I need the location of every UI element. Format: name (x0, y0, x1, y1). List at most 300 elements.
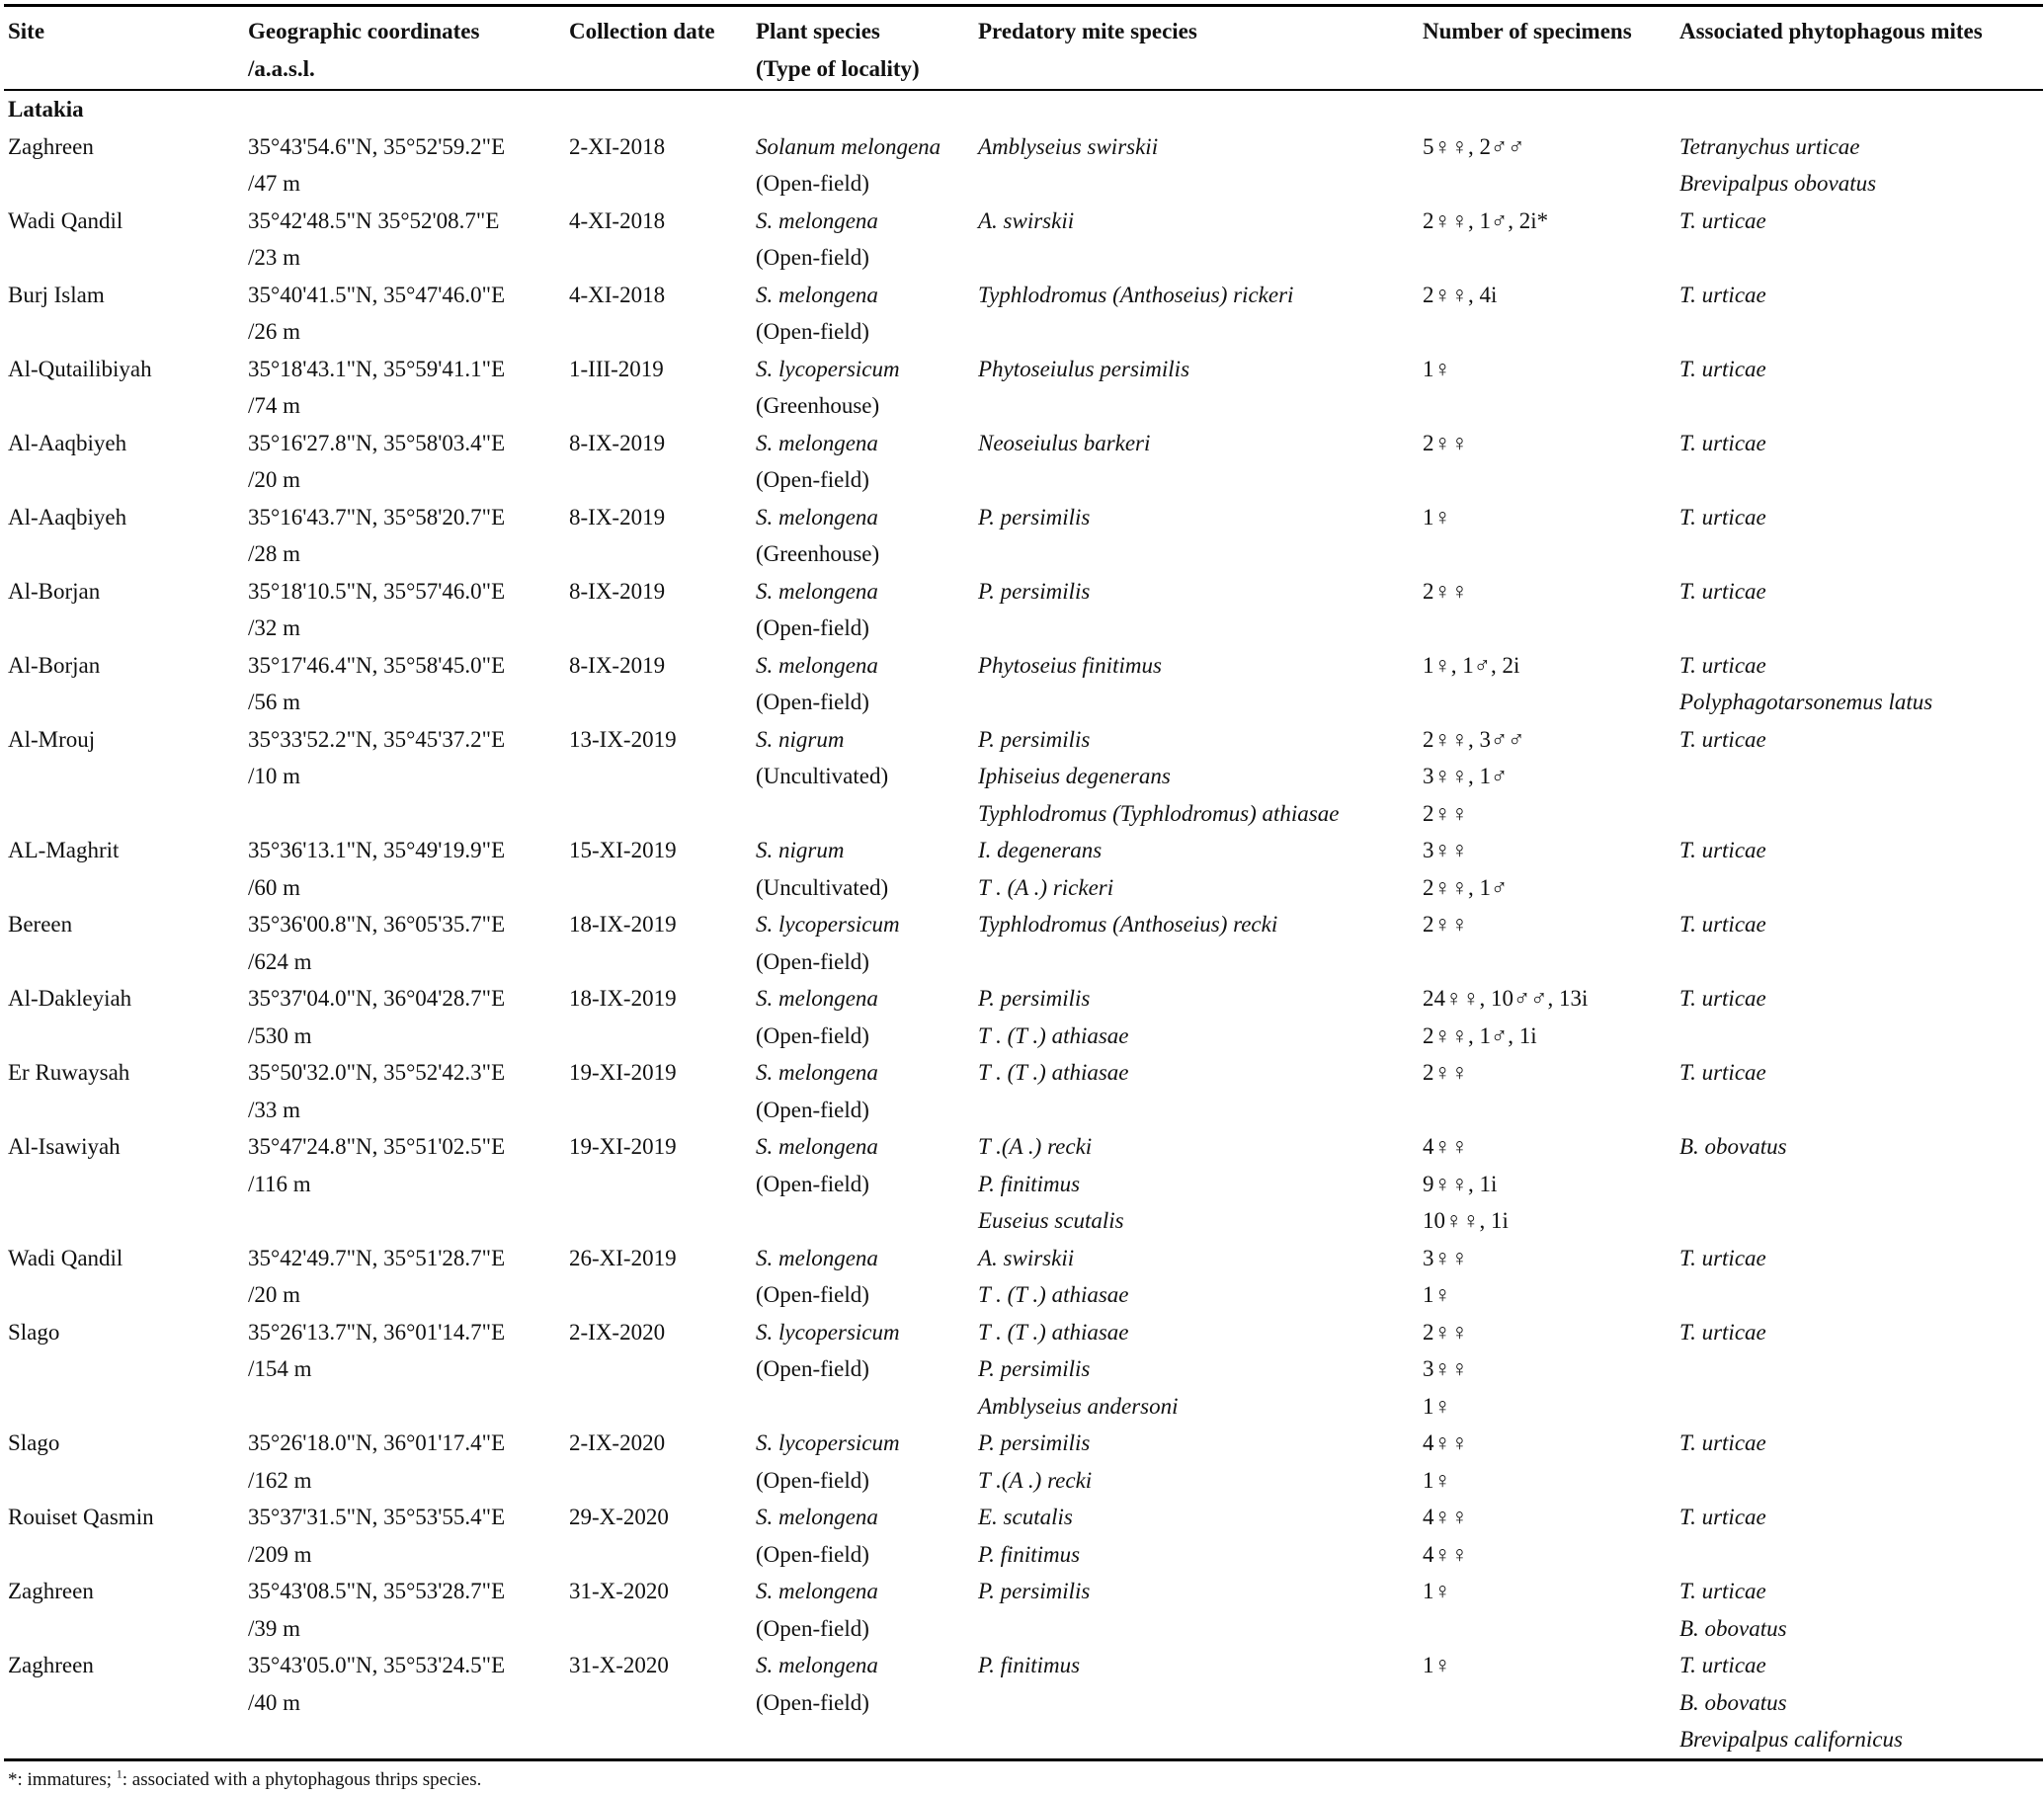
cell-coordinates-line: 35°40'41.5"N, 35°47'46.0"E (248, 282, 506, 307)
cell-site-line: Al-Isawiyah (8, 1134, 121, 1159)
cell-number-line: 24♀♀, 10♂♂, 13i (1423, 986, 1589, 1011)
cell-phytophagous (1676, 351, 2043, 425)
cell-number-line: 2♀♀ (1423, 800, 1468, 826)
cell-coordinates-line: /39 m (248, 1615, 301, 1641)
cell-site-line: Burj Islam (8, 282, 105, 307)
cell-site (4, 351, 244, 425)
cell-plant (752, 203, 974, 277)
cell-coordinates-line: /28 m (248, 541, 301, 566)
cell-number (1419, 351, 1676, 425)
cell-plant (752, 351, 974, 425)
cell-predator-line: A. swirskii (978, 207, 1075, 233)
cell-number-line: 9♀♀, 1i (1423, 1171, 1498, 1196)
cell-phytophagous (1676, 499, 2043, 573)
table-row (4, 980, 2043, 1054)
cell-number-line: 4♀♀ (1423, 1505, 1468, 1529)
cell-site (4, 425, 244, 499)
region-row (4, 90, 2043, 128)
cell-site (4, 499, 244, 573)
cell-predator-line: Euseius scutalis (978, 1208, 1124, 1233)
cell-predator-line: P. finitimus (978, 1171, 1081, 1196)
cell-coordinates-line: 35°43'05.0"N, 35°53'24.5"E (248, 1653, 506, 1677)
cell-plant-line: (Greenhouse) (756, 541, 880, 566)
cell-coordinates-line: 35°16'27.8"N, 35°58'03.4"E (248, 430, 506, 455)
cell-number (1419, 499, 1676, 573)
cell-site (4, 203, 244, 277)
cell-predator (974, 128, 1419, 203)
cell-number-line: 2♀♀, 1♂ (1423, 874, 1509, 900)
cell-predator-line: P. persimilis (978, 578, 1091, 604)
cell-predator-line: P. finitimus (978, 1541, 1081, 1567)
cell-date-line: 18-IX-2019 (569, 912, 677, 937)
cell-plant (752, 425, 974, 499)
cell-date-line: 8-IX-2019 (569, 430, 666, 455)
cell-site (4, 1314, 244, 1426)
specimen-table (4, 4, 2043, 1761)
cell-coordinates (244, 425, 565, 499)
cell-site-line: Zaghreen (8, 133, 94, 159)
header-phytophagous: Associated phytophagous mites (1679, 19, 1983, 43)
cell-date (565, 1647, 752, 1759)
cell-coordinates-line: 35°18'10.5"N, 35°57'46.0"E (248, 578, 506, 604)
cell-site-line: Rouiset Qasmin (8, 1505, 154, 1529)
table-row (4, 1647, 2043, 1759)
table-row (4, 277, 2043, 351)
cell-number-line: 4♀♀ (1423, 1541, 1468, 1567)
cell-phytophagous (1676, 1314, 2043, 1426)
cell-coordinates-line: 35°42'48.5"N 35°52'08.7"E (248, 207, 500, 233)
cell-site (4, 1054, 244, 1128)
cell-date (565, 425, 752, 499)
cell-phytophagous (1676, 203, 2043, 277)
cell-plant-line: S. lycopersicum (756, 356, 900, 381)
cell-number-line: 1♀ (1423, 1653, 1451, 1677)
cell-phytophagous-line: T. urticae (1679, 986, 1766, 1011)
table-row (4, 1425, 2043, 1499)
cell-number-line: 2♀♀, 4i (1423, 282, 1498, 307)
cell-plant (752, 906, 974, 980)
cell-plant-line: S. lycopersicum (756, 912, 900, 937)
cell-coordinates (244, 721, 565, 833)
cell-date (565, 203, 752, 277)
cell-plant-line: (Uncultivated) (756, 874, 889, 900)
cell-predator-line: E. scutalis (978, 1505, 1073, 1529)
cell-number (1419, 906, 1676, 980)
table-row (4, 1054, 2043, 1128)
header-site: Site (8, 19, 45, 43)
cell-date-line: 8-IX-2019 (569, 652, 666, 678)
cell-date-line: 29-X-2020 (569, 1505, 669, 1529)
cell-site (4, 1425, 244, 1499)
cell-date-line: 8-IX-2019 (569, 504, 666, 530)
cell-plant (752, 1128, 974, 1240)
cell-coordinates (244, 573, 565, 647)
cell-date-line: 18-IX-2019 (569, 986, 677, 1011)
cell-date-line: 2-IX-2020 (569, 1319, 666, 1345)
cell-date-line: 2-XI-2018 (569, 133, 666, 159)
cell-number (1419, 1128, 1676, 1240)
cell-predator (974, 980, 1419, 1054)
cell-plant-line: (Open-field) (756, 1541, 869, 1567)
cell-plant (752, 721, 974, 833)
table-row (4, 1573, 2043, 1647)
cell-predator-line: P. persimilis (978, 1430, 1091, 1455)
cell-coordinates-line: /74 m (248, 393, 301, 418)
cell-phytophagous-line: T. urticae (1679, 838, 1766, 862)
cell-plant-line: S. nigrum (756, 726, 845, 752)
cell-predator (974, 647, 1419, 721)
cell-phytophagous (1676, 1647, 2043, 1759)
cell-coordinates-line: /20 m (248, 467, 301, 492)
cell-phytophagous-line: T. urticae (1679, 504, 1766, 530)
cell-phytophagous (1676, 1054, 2043, 1128)
cell-predator (974, 1054, 1419, 1128)
cell-predator-line: T .(A .) recki (978, 1134, 1093, 1159)
cell-phytophagous (1676, 906, 2043, 980)
cell-coordinates-line: /60 m (248, 874, 301, 900)
cell-site-line: Al-Borjan (8, 652, 101, 678)
cell-coordinates-line: 35°43'54.6"N, 35°52'59.2"E (248, 133, 506, 159)
cell-coordinates-line: /209 m (248, 1541, 312, 1567)
cell-phytophagous-line: T. urticae (1679, 1430, 1766, 1455)
cell-predator (974, 1647, 1419, 1759)
cell-coordinates-line: /47 m (248, 171, 301, 196)
table-row (4, 1499, 2043, 1573)
cell-coordinates-line: /624 m (248, 948, 312, 974)
table-row (4, 1128, 2043, 1240)
cell-coordinates (244, 1054, 565, 1128)
cell-plant (752, 1054, 974, 1128)
cell-predator (974, 1499, 1419, 1573)
cell-date-line: 31-X-2020 (569, 1653, 669, 1677)
cell-coordinates-line: 35°42'49.7"N, 35°51'28.7"E (248, 1245, 506, 1270)
cell-site (4, 832, 244, 906)
cell-coordinates (244, 351, 565, 425)
cell-predator-line: T . (A .) rickeri (978, 874, 1114, 900)
cell-plant (752, 573, 974, 647)
cell-site (4, 721, 244, 833)
table-row (4, 1314, 2043, 1426)
cell-date-line: 8-IX-2019 (569, 578, 666, 604)
cell-plant (752, 647, 974, 721)
cell-site (4, 1128, 244, 1240)
cell-date (565, 832, 752, 906)
cell-number-line: 1♀ (1423, 1282, 1451, 1307)
table-row (4, 721, 2043, 833)
cell-plant-line: (Open-field) (756, 1615, 869, 1641)
cell-date-line: 31-X-2020 (569, 1579, 669, 1603)
cell-plant-line: (Open-field) (756, 1171, 869, 1196)
cell-number-line: 5♀♀, 2♂♂ (1423, 133, 1525, 159)
cell-plant (752, 1647, 974, 1759)
cell-phytophagous-line: Brevipalpus californicus (1679, 1727, 1903, 1752)
cell-number (1419, 128, 1676, 203)
cell-phytophagous-line: B. obovatus (1679, 1689, 1787, 1715)
cell-coordinates (244, 1240, 565, 1314)
header-plant: Plant species (Type of locality) (756, 19, 920, 81)
cell-number (1419, 1499, 1676, 1573)
cell-site (4, 1573, 244, 1647)
cell-phytophagous-line: T. urticae (1679, 1579, 1766, 1603)
cell-site-line: Zaghreen (8, 1653, 94, 1677)
cell-site-line: Al-Aaqbiyeh (8, 504, 127, 530)
cell-coordinates (244, 906, 565, 980)
document (4, 4, 2043, 1795)
cell-date (565, 1240, 752, 1314)
header-number: Number of specimens (1423, 19, 1632, 43)
cell-date-line: 19-XI-2019 (569, 1060, 677, 1085)
cell-phytophagous (1676, 573, 2043, 647)
cell-number (1419, 1425, 1676, 1499)
cell-plant (752, 1499, 974, 1573)
cell-site-line: Zaghreen (8, 1579, 94, 1603)
cell-plant (752, 1425, 974, 1499)
cell-predator-line: P. persimilis (978, 1579, 1091, 1603)
cell-predator-line: P. persimilis (978, 726, 1091, 752)
cell-phytophagous (1676, 980, 2043, 1054)
cell-phytophagous-line: Polyphagotarsonemus latus (1679, 690, 1933, 714)
cell-predator (974, 1128, 1419, 1240)
cell-coordinates-line: 35°36'00.8"N, 36°05'35.7"E (248, 912, 506, 937)
cell-number (1419, 203, 1676, 277)
cell-phytophagous-line: T. urticae (1679, 1060, 1766, 1085)
cell-coordinates (244, 1573, 565, 1647)
cell-predator (974, 277, 1419, 351)
cell-plant-line: (Open-field) (756, 171, 869, 196)
cell-site-line: Er Ruwaysah (8, 1060, 130, 1085)
cell-date (565, 1499, 752, 1573)
cell-site-line: Wadi Qandil (8, 207, 123, 233)
cell-coordinates (244, 832, 565, 906)
cell-phytophagous (1676, 1240, 2043, 1314)
cell-plant-line: Solanum melongena (756, 133, 941, 159)
cell-predator-line: P. persimilis (978, 1356, 1091, 1381)
cell-coordinates (244, 1499, 565, 1573)
cell-date (565, 499, 752, 573)
cell-predator-line: Typhlodromus (Typhlodromus) athiasae (978, 800, 1340, 826)
cell-plant-line: (Open-field) (756, 467, 869, 492)
cell-phytophagous-line: T. urticae (1679, 652, 1766, 678)
footnote: *: immatures; $^1$: associated with a phytophagous thrips species. (8, 1766, 482, 1790)
cell-coordinates (244, 647, 565, 721)
cell-number (1419, 980, 1676, 1054)
cell-date (565, 1314, 752, 1426)
cell-predator (974, 203, 1419, 277)
header-date: Collection date (569, 19, 715, 43)
cell-number-line: 2♀♀ (1423, 1060, 1468, 1085)
cell-plant (752, 1240, 974, 1314)
cell-coordinates (244, 1647, 565, 1759)
cell-date-line: 26-XI-2019 (569, 1245, 677, 1270)
cell-site-line: Al-Qutailibiyah (8, 356, 152, 381)
table-row (4, 906, 2043, 980)
table-row (4, 1240, 2043, 1314)
cell-plant-line: (Open-field) (756, 1282, 869, 1307)
cell-plant-line: S. melongena (756, 504, 878, 530)
table-row (4, 128, 2043, 203)
cell-phytophagous-line: T. urticae (1679, 1653, 1766, 1677)
table-row (4, 203, 2043, 277)
cell-phytophagous-line: T. urticae (1679, 282, 1766, 307)
cell-site (4, 128, 244, 203)
header-coordinates: Geographic coordinates /a.a.s.l. (248, 19, 480, 81)
cell-site-line: Al-Borjan (8, 578, 101, 604)
table-row (4, 499, 2043, 573)
cell-predator-line: T . (T .) athiasae (978, 1060, 1129, 1085)
cell-date (565, 980, 752, 1054)
table-body (4, 90, 2043, 1759)
cell-phytophagous (1676, 277, 2043, 351)
cell-predator-line: P. finitimus (978, 1653, 1081, 1677)
cell-phytophagous (1676, 1425, 2043, 1499)
cell-coordinates-line: 35°17'46.4"N, 35°58'45.0"E (248, 652, 506, 678)
cell-plant (752, 277, 974, 351)
cell-date (565, 573, 752, 647)
cell-plant-line: S. melongena (756, 1245, 878, 1270)
cell-number-line: 3♀♀ (1423, 838, 1468, 862)
cell-number (1419, 1647, 1676, 1759)
table-row (4, 351, 2043, 425)
cell-number-line: 3♀♀ (1423, 1245, 1468, 1270)
cell-phytophagous-line: T. urticae (1679, 726, 1766, 752)
cell-site-line: Al-Dakleyiah (8, 986, 132, 1011)
cell-number-line: 1♀ (1423, 1467, 1451, 1493)
cell-plant-line: S. melongena (756, 578, 878, 604)
cell-date (565, 1425, 752, 1499)
cell-coordinates-line: /162 m (248, 1467, 312, 1493)
cell-coordinates-line: 35°33'52.2"N, 35°45'37.2"E (248, 726, 506, 752)
cell-number-line: 1♀ (1423, 1393, 1451, 1419)
cell-coordinates-line: /23 m (248, 245, 301, 270)
cell-predator (974, 1573, 1419, 1647)
cell-site (4, 1499, 244, 1573)
cell-phytophagous-line: T. urticae (1679, 1245, 1766, 1270)
cell-coordinates-line: /40 m (248, 1689, 301, 1715)
cell-site-line: Slago (8, 1430, 60, 1455)
cell-predator (974, 499, 1419, 573)
cell-plant-line: (Open-field) (756, 1689, 869, 1715)
cell-site (4, 980, 244, 1054)
cell-plant-line: (Open-field) (756, 1097, 869, 1122)
cell-date (565, 128, 752, 203)
cell-site-line: Wadi Qandil (8, 1245, 123, 1270)
cell-predator-line: Typhlodromus (Anthoseius) rickeri (978, 282, 1294, 307)
cell-phytophagous-line: T. urticae (1679, 356, 1766, 381)
cell-number-line: 2♀♀ (1423, 578, 1468, 604)
cell-site-line: Bereen (8, 912, 73, 937)
cell-predator-line: T . (T .) athiasae (978, 1282, 1129, 1307)
cell-coordinates-line: /33 m (248, 1097, 301, 1122)
cell-predator (974, 425, 1419, 499)
cell-number (1419, 832, 1676, 906)
cell-predator-line: I. degenerans (978, 838, 1103, 862)
table-row (4, 647, 2043, 721)
cell-date-line: 4-XI-2018 (569, 207, 666, 233)
cell-coordinates-line: /26 m (248, 319, 301, 344)
cell-number (1419, 647, 1676, 721)
cell-date (565, 721, 752, 833)
cell-number-line: 3♀♀ (1423, 1356, 1468, 1381)
cell-plant-line: (Uncultivated) (756, 764, 889, 788)
cell-phytophagous-line: T. urticae (1679, 207, 1766, 233)
cell-phytophagous-line: T. urticae (1679, 430, 1766, 455)
cell-plant-line: S. lycopersicum (756, 1430, 900, 1455)
table-row (4, 425, 2043, 499)
cell-coordinates-line: 35°43'08.5"N, 35°53'28.7"E (248, 1579, 506, 1603)
cell-site-line: AL-Maghrit (8, 838, 120, 862)
cell-coordinates (244, 1128, 565, 1240)
cell-predator (974, 1240, 1419, 1314)
cell-date (565, 1573, 752, 1647)
table-row (4, 573, 2043, 647)
cell-plant-line: (Open-field) (756, 948, 869, 974)
cell-number-line: 1♀ (1423, 356, 1451, 381)
cell-predator-line: Amblyseius andersoni (978, 1393, 1179, 1419)
cell-plant-line: S. melongena (756, 1134, 878, 1159)
cell-coordinates-line: /56 m (248, 690, 301, 714)
cell-plant (752, 1573, 974, 1647)
table-row (4, 832, 2043, 906)
cell-predator-line: T .(A .) recki (978, 1467, 1093, 1493)
cell-number-line: 4♀♀ (1423, 1430, 1468, 1455)
cell-date-line: 13-IX-2019 (569, 726, 677, 752)
cell-number-line: 1♀ (1423, 504, 1451, 530)
cell-predator-line: Neoseiulus barkeri (978, 430, 1151, 455)
cell-site-line: Al-Aaqbiyeh (8, 430, 127, 455)
cell-phytophagous-line: B. obovatus (1679, 1615, 1787, 1641)
cell-predator-line: Amblyseius swirskii (978, 133, 1159, 159)
cell-predator-line: Typhlodromus (Anthoseius) recki (978, 912, 1278, 937)
cell-coordinates-line: /116 m (248, 1171, 311, 1196)
cell-predator-line: Iphiseius degenerans (978, 764, 1171, 788)
cell-number-line: 2♀♀ (1423, 912, 1468, 937)
cell-predator (974, 351, 1419, 425)
cell-plant-line: S. lycopersicum (756, 1319, 900, 1345)
cell-number (1419, 277, 1676, 351)
cell-phytophagous (1676, 1499, 2043, 1573)
cell-coordinates (244, 1314, 565, 1426)
cell-number (1419, 425, 1676, 499)
cell-site (4, 1240, 244, 1314)
cell-number-line: 10♀♀, 1i (1423, 1208, 1509, 1233)
cell-predator (974, 573, 1419, 647)
cell-phytophagous-line: T. urticae (1679, 912, 1766, 937)
cell-number (1419, 1054, 1676, 1128)
cell-number (1419, 1240, 1676, 1314)
cell-plant (752, 1314, 974, 1426)
cell-coordinates-line: /20 m (248, 1282, 301, 1307)
cell-predator (974, 906, 1419, 980)
cell-coordinates (244, 499, 565, 573)
cell-date (565, 1054, 752, 1128)
cell-phytophagous-line: Brevipalpus obovatus (1679, 171, 1877, 196)
cell-site-line: Slago (8, 1319, 60, 1345)
cell-phytophagous-line: T. urticae (1679, 578, 1766, 604)
cell-number (1419, 573, 1676, 647)
cell-number-line: 2♀♀, 1♂, 2i* (1423, 207, 1549, 233)
cell-plant-line: S. melongena (756, 1060, 878, 1085)
cell-phytophagous-line: Tetranychus urticae (1679, 133, 1860, 159)
cell-plant (752, 980, 974, 1054)
cell-plant-line: (Open-field) (756, 245, 869, 270)
cell-number-line: 2♀♀, 3♂♂ (1423, 726, 1525, 752)
cell-coordinates-line: 35°16'43.7"N, 35°58'20.7"E (248, 504, 506, 530)
cell-plant-line: (Open-field) (756, 615, 869, 640)
cell-coordinates-line: /530 m (248, 1022, 312, 1048)
cell-plant-line: S. melongena (756, 986, 878, 1011)
cell-predator-line: T . (T .) athiasae (978, 1022, 1129, 1048)
header-predator: Predatory mite species (978, 19, 1197, 43)
